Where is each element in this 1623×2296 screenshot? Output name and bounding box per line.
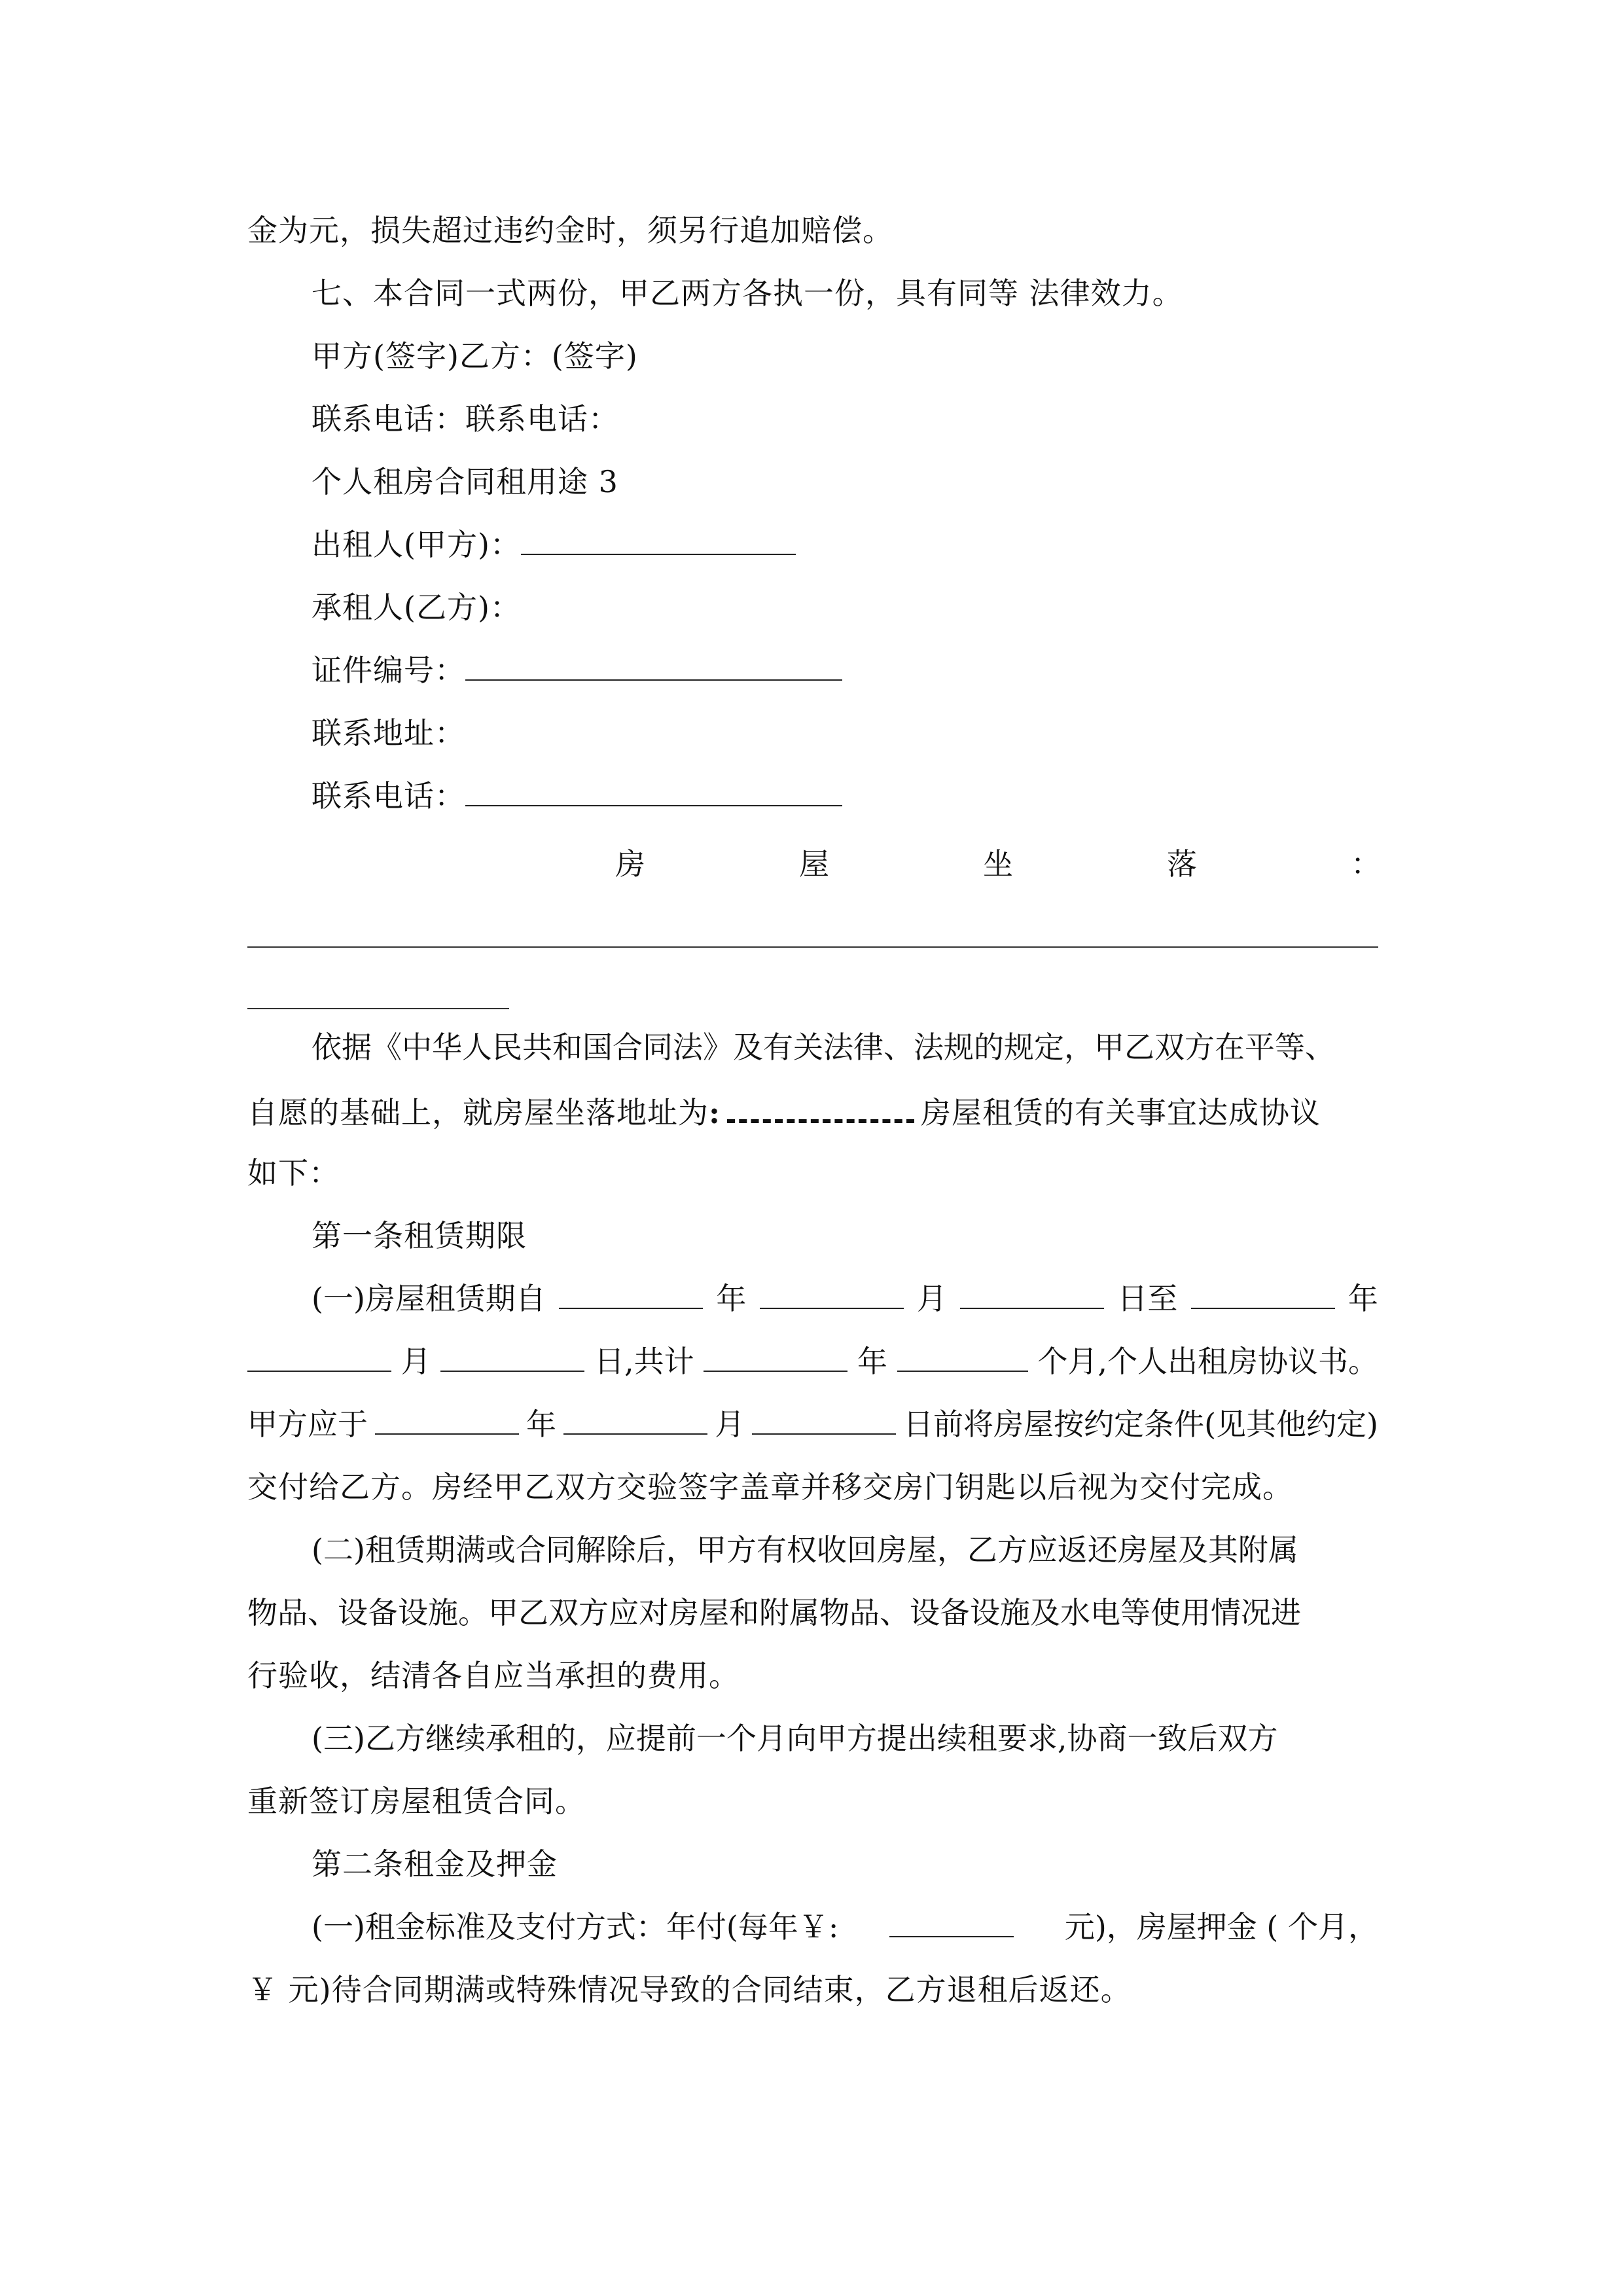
lessee-label: 承租人(乙方)： [312,590,521,625]
lessor-blank [521,525,796,555]
phone-field [312,776,842,816]
rent-line [312,1907,1378,1946]
blank [897,1342,1028,1372]
blank [375,1405,519,1435]
location-char: 房 [615,846,645,882]
location-blank-line-short [247,1008,509,1009]
id-field [312,651,842,690]
id-blank [465,651,842,681]
term-line [247,1405,1378,1444]
month-label: 月 [715,1407,745,1442]
paragraph [312,1719,1378,1758]
day-label: 日至 [1117,1281,1178,1316]
intro-line: 依据《中华人民共和国合同法》及有关法律、法规的规定，甲乙双方在平等、 [312,1030,1335,1065]
id-label: 证件编号： [312,653,465,688]
paragraph: 重新签订房屋租赁合同。 [247,1784,586,1819]
year-label: 年 [526,1407,557,1442]
blank [752,1405,896,1435]
blank [960,1279,1104,1309]
signature-line: 甲方(签字)乙方：(签字) [312,338,638,374]
blank [1191,1279,1335,1309]
rent-text: (一)租金标准及支付方式：年付(每年￥: [312,1909,839,1945]
blank [760,1279,904,1309]
paragraph [247,1593,1378,1632]
term-text: 甲方应于 [247,1407,368,1442]
paragraph-text: 物品、设备设施。甲乙双方应对房屋和附属物品、设备设施及水电等使用情况进 [247,1595,1301,1630]
location-char: 屋 [799,846,829,882]
month-label: 月 [401,1344,431,1379]
phone-blank [465,776,842,806]
paragraph: 行验收，结清各自应当承担的费用。 [247,1658,740,1693]
rent-text: 元)，房屋押金 ( 个月， [1064,1909,1378,1945]
phone-line: 联系电话：联系电话： [312,401,619,437]
paragraph [312,1530,1378,1570]
location-char: 坐 [983,846,1013,882]
paragraph: 七、本合同一式两份，甲乙两方各执一份，具有同等 法律效力。 [312,276,1183,311]
paragraph-text: (二)租赁期满或合同解除后，甲方有权收回房屋，乙方应返还房屋及其附属 [312,1532,1298,1568]
year-label: 年 [857,1344,887,1379]
paragraph [312,1028,1378,1067]
location-blank-line [247,946,1378,948]
paragraph-text: (三)乙方继续承租的，应提前一个月向甲方提出续租要求,协商一致后双方 [312,1721,1278,1756]
term-text: 日前将房屋按约定条件(见其他约定) [903,1407,1378,1442]
address-blank [727,1090,914,1123]
phone-label: 联系电话： [312,778,465,814]
blank [247,1342,391,1372]
month-label: 月 [916,1281,947,1316]
paragraph: 交付给乙方。房经甲乙双方交验签字盖章并移交房门钥匙以后视为交付完成。 [247,1469,1293,1505]
day-label: 日,共计 [594,1344,694,1379]
rent-blank [889,1907,1014,1937]
location-char: 落 [1167,846,1197,882]
year-label: 年 [716,1281,747,1316]
section-title: 个人租房合同租用途 3 [312,464,618,499]
term-line [247,1342,1378,1381]
blank [563,1405,707,1435]
lessor-label: 出租人(甲方)： [312,527,521,562]
blank [704,1342,847,1372]
blank [559,1279,703,1309]
lessor-field [312,525,796,564]
intro-text: 房屋租赁的有关事宜达成协议 [920,1095,1321,1130]
colon: : [709,1095,721,1130]
year-label: 年 [1347,1281,1378,1316]
location-line [615,844,1381,884]
term-line [312,1279,1378,1318]
blank [440,1342,584,1372]
paragraph: ￥ 元)待合同期满或特殊情况导致的合同结束，乙方退租后返还。 [247,1972,1132,2007]
address-label: 联系地址： [312,715,465,751]
term-text: 个月,个人出租房协议书。 [1037,1344,1378,1379]
paragraph: 如下： [247,1155,340,1191]
location-char: ： [1351,846,1381,882]
paragraph [247,1090,1321,1132]
article-heading: 第二条租金及押金 [312,1846,558,1882]
term-text: (一)房屋租赁期自 [312,1281,546,1316]
intro-text: 自愿的基础上，就房屋坐落地址为 [247,1095,709,1130]
paragraph: 金为元，损失超过违约金时，须另行追加赔偿。 [247,213,893,248]
article-heading: 第一条租赁期限 [312,1218,527,1253]
